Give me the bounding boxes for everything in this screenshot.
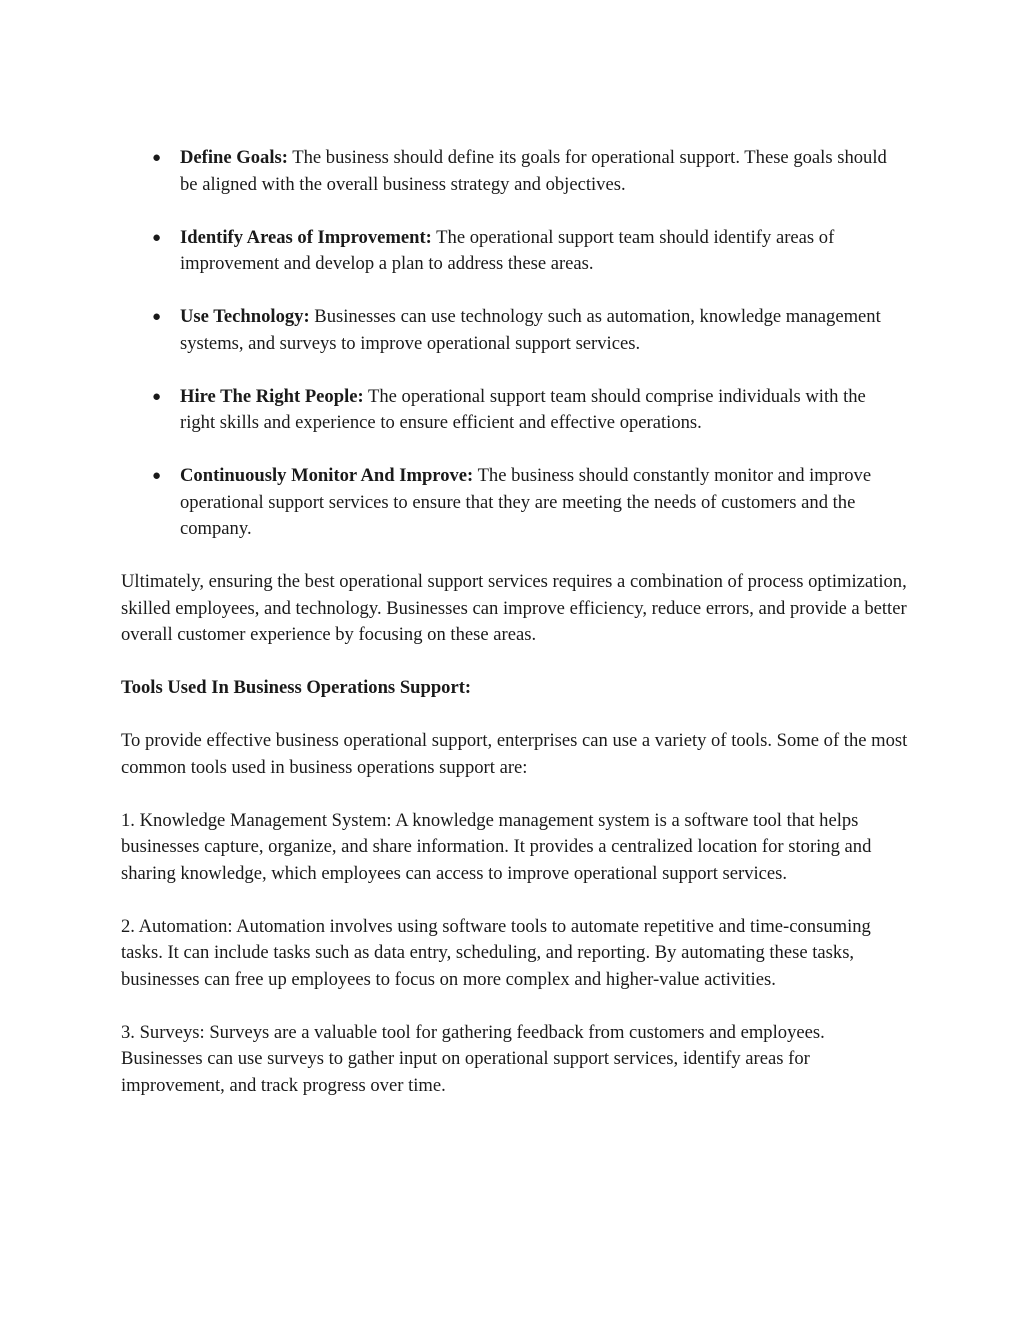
bullet-text: The business should define its goals for operational support. These goals should be aligned with the overall business strategy and objectives.	[180, 147, 887, 195]
bullet-dot-icon: ●	[152, 309, 162, 325]
tools-intro-paragraph: To provide effective business operational support, enterprises can use a variety of tools. Some of the most common tools used in business operations support are:	[121, 730, 908, 778]
bullet-term: Hire The Right People:	[180, 385, 364, 407]
bullet-item-define-goals	[121, 145, 900, 198]
bullet-text: The operational support team should comprise individuals with the right skills and experience to ensure efficient and effective operations.	[180, 385, 866, 433]
conclusion-paragraph: Ultimately, ensuring the best operational support services requires a combination of process optimization, skilled employees, and technology. Businesses can improve efficiency, reduce errors, and provide a better overall customer experience by focusing on these areas.	[121, 571, 907, 645]
bullet-text: The operational support team should identify areas of improvement and develop a plan to address these areas.	[180, 226, 835, 274]
bullet-dot-icon: ●	[152, 388, 162, 405]
bullet-term: Continuously Monitor And Improve:	[180, 465, 474, 486]
bullet-text: Businesses can use technology such as automation, knowledge management systems, and surveys to improve operational support services.	[180, 306, 881, 354]
bullet-item-monitor-improve	[121, 463, 900, 543]
tools-heading: Tools Used In Business Operations Support:	[121, 677, 472, 698]
bullet-item-hire-people	[121, 384, 900, 437]
bullet-term: Define Goals:	[180, 147, 288, 168]
bullet-item-use-technology	[121, 304, 900, 357]
document-page	[121, 145, 911, 1126]
bullet-dot-icon: ●	[152, 150, 162, 166]
tool-item-surveys: 3. Surveys: Surveys are a valuable tool for gathering feedback from customers and employees. Businesses can use surveys to gather input on operational support services, identify areas for improvement, and track progress over time.	[121, 1021, 825, 1096]
bullet-text: The business should constantly monitor and improve operational support services to ensure that they are meeting the needs of customers and the company.	[180, 465, 872, 539]
bullet-item-identify-areas	[121, 225, 900, 278]
bullet-dot-icon: ●	[152, 468, 162, 484]
bullet-dot-icon: ●	[152, 229, 162, 246]
bullet-term: Use Technology:	[180, 306, 310, 327]
tool-item-knowledge-management: 1. Knowledge Management System: A knowledge management system is a software tool that helps businesses capture, organize, and share information. It provides a centralized location for storing and sharing knowledge, which employees can access to improve operational support services.	[121, 809, 872, 884]
tool-item-automation: 2. Automation: Automation involves using software tools to automate repetitive and time-consuming tasks. It can include tasks such as data entry, scheduling, and reporting. By automating these tasks, businesses can free up employees to focus on more complex and higher-value activities.	[121, 915, 871, 990]
bullet-term: Identify Areas of Improvement:	[180, 226, 432, 248]
goals-bullet-list	[121, 145, 911, 543]
